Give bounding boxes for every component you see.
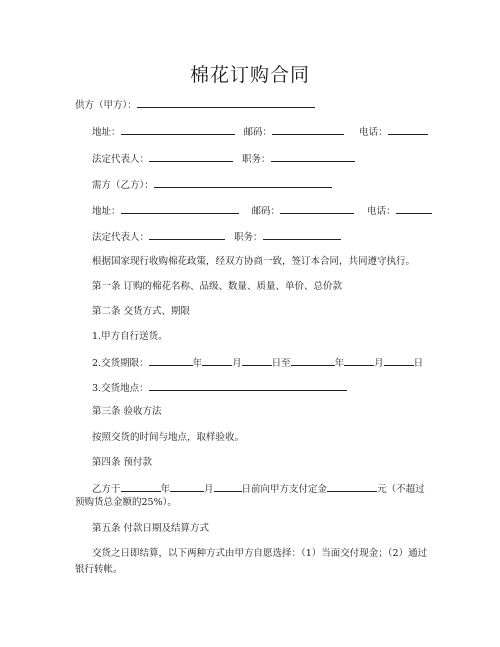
buyer-tel-label: 电话： — [367, 206, 396, 217]
delivery-period-label: 2.交货期限： — [92, 358, 149, 369]
day-label: 日 — [413, 358, 424, 369]
supplier-zip-field[interactable] — [272, 124, 344, 135]
buyer-rep-field[interactable] — [149, 229, 225, 240]
year-label-2: 年 — [334, 358, 345, 369]
intro-text: 根据国家现行收购棉花政策，经双方协商一致，签订本合同，共同遵守执行。 — [92, 256, 416, 267]
article-1: 第一条 订购的棉花名称、品级、数量、质量、单价、总价款 — [92, 281, 343, 292]
buyer-name-field[interactable] — [154, 177, 332, 188]
month-label: 月 — [232, 358, 242, 369]
supplier-label: 供方（甲方）： — [75, 100, 137, 111]
year-label-3: 年 — [160, 484, 171, 495]
end-year-field[interactable] — [291, 355, 335, 366]
supplier-rep-line — [92, 151, 355, 166]
buyer-tel-field[interactable] — [396, 203, 432, 214]
prepayment-line — [92, 481, 425, 496]
delivery-period-line — [92, 355, 423, 370]
article-2: 第二条 交货方式、期限 — [92, 306, 191, 317]
supplier-address-line — [92, 124, 428, 139]
supplier-line — [75, 97, 315, 112]
month-label-2: 月 — [374, 358, 384, 369]
end-day-field[interactable] — [384, 355, 414, 366]
article-3: 第三条 验收方法 — [92, 406, 162, 417]
prepayment-post: 元（不超过 — [377, 484, 425, 495]
buyer-label: 需方（乙方）： — [92, 180, 154, 191]
prepayment-month-field[interactable] — [170, 481, 204, 492]
year-label: 年 — [192, 358, 203, 369]
buyer-address-label: 地址： — [92, 206, 121, 217]
prepayment-mid: 日前向甲方支付定金 — [241, 484, 328, 495]
day-to-label: 日至 — [271, 358, 291, 369]
buyer-zip-field[interactable] — [280, 203, 354, 214]
start-month-field[interactable] — [202, 355, 232, 366]
buyer-rep-label: 法定代表人： — [92, 232, 150, 243]
supplier-rep-field[interactable] — [149, 151, 233, 162]
buyer-post-label: 职务： — [234, 232, 263, 243]
end-month-field[interactable] — [344, 355, 374, 366]
start-day-field[interactable] — [242, 355, 272, 366]
supplier-rep-label: 法定代表人： — [92, 154, 150, 165]
buyer-line — [92, 177, 332, 192]
buyer-zip-label: 邮码： — [251, 206, 281, 217]
supplier-address-label: 地址： — [92, 127, 121, 138]
item-1: 1.甲方自行送货。 — [92, 331, 168, 342]
supplier-post-field[interactable] — [271, 151, 355, 162]
prepayment-day-field[interactable] — [214, 481, 242, 492]
document-title: 棉花订购合同 — [189, 64, 310, 86]
supplier-zip-label: 邮码： — [243, 127, 273, 138]
article-4: 第四条 预付款 — [92, 457, 153, 468]
supplier-address-field[interactable] — [121, 124, 235, 135]
supplier-name-field[interactable] — [137, 97, 315, 108]
buyer-rep-line — [92, 229, 341, 244]
supplier-tel-label: 电话： — [359, 127, 388, 138]
buyer-post-field[interactable] — [263, 229, 341, 240]
supplier-post-label: 职务： — [242, 154, 271, 165]
start-year-field[interactable] — [149, 355, 193, 366]
article-5: 第五条 付款日期及结算方式 — [92, 523, 210, 534]
prepayment-line-2: 预购货总金额的25%）。 — [75, 497, 177, 508]
delivery-place-field[interactable] — [149, 380, 347, 391]
article-3-text: 按照交货的时间与地点，取样验收。 — [92, 432, 245, 443]
prepayment-pre: 乙方于 — [92, 484, 121, 495]
delivery-place-line — [92, 380, 347, 395]
buyer-address-line — [92, 203, 432, 218]
deposit-amount-field[interactable] — [327, 481, 377, 492]
article-5-text: 交货之日即结算，以下两种方式由甲方自愿选择：（1）当面交付现金；（2）通过银行转帐。 — [75, 548, 428, 575]
delivery-place-label: 3.交货地点： — [92, 383, 149, 394]
prepayment-year-field[interactable] — [121, 481, 161, 492]
buyer-address-field[interactable] — [121, 203, 239, 214]
supplier-tel-field[interactable] — [388, 124, 428, 135]
month-label-3: 月 — [204, 484, 214, 495]
